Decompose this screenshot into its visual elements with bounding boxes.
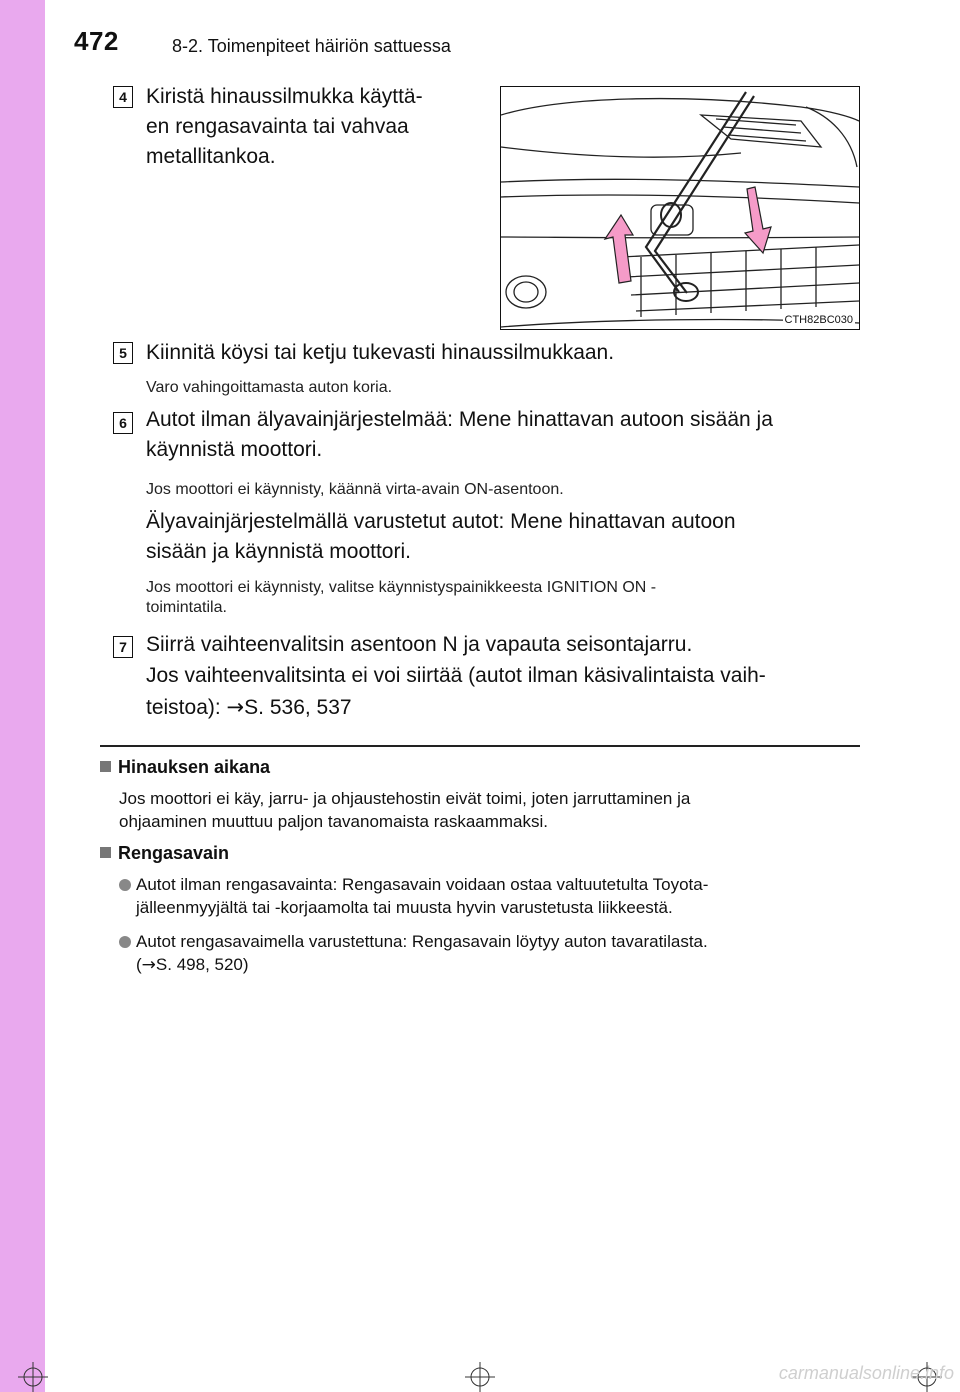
- step-6-smart-note-line-1: Jos moottori ei käynnisty, valitse käynnistyspainikkeesta IGNITION ON -: [146, 579, 657, 596]
- step-6-line-2: käynnistä moottori.: [146, 438, 323, 461]
- section-divider: [100, 745, 860, 747]
- round-bullet-icon: [119, 879, 131, 891]
- step-6-note: Jos moottori ei käynnisty, käännä virta-avain ON-asentoon.: [146, 481, 564, 498]
- step-4-line-2: en rengasavainta tai vahvaa: [146, 115, 409, 138]
- page-number: 472: [74, 26, 119, 56]
- wrench-bullet-2-line-1: Autot rengasavaimella varustettuna: Rengasavain löytyy auton tavaratilasta.: [136, 932, 708, 951]
- step-7-line-b: Jos vaihteenvalitsinta ei voi siirtää (autot ilman käsivalintaista vaih-: [146, 664, 766, 687]
- step-number-5: 5: [113, 342, 133, 364]
- wrench-heading: [100, 843, 229, 864]
- step-6-line-1: Autot ilman älyavainjärjestelmää: Mene hinattavan autoon sisään ja: [146, 408, 773, 431]
- wrench-bullet-2: [119, 930, 860, 977]
- towing-heading-text: Hinauksen aikana: [118, 757, 271, 777]
- step-7-line-c: [146, 692, 352, 723]
- wrench-bullet-1-line-2: jälleenmyyjältä tai -korjaamolta tai muusta hyvin varustetusta liikkeestä.: [136, 898, 673, 917]
- towing-heading: [100, 757, 270, 778]
- step-4-text: [146, 82, 474, 172]
- wrench-heading-text: Rengasavain: [118, 843, 230, 863]
- step-6-smart-note-line-2: toimintatila.: [146, 599, 227, 616]
- step-4-line-3: metallitankoa.: [146, 145, 276, 168]
- towing-body-line-2: ohjaaminen muuttuu paljon tavanomaista raskaammaksi.: [119, 812, 549, 831]
- arrow-right-icon: →: [141, 955, 156, 975]
- step-5-note: Varo vahingoittamasta auton koria.: [146, 379, 393, 396]
- step-number-6: 6: [113, 412, 133, 434]
- step-7-text: Siirrä vaihteenvalitsin asentoon N ja vapauta seisontajarru.: [146, 633, 693, 656]
- step-number-7: 7: [113, 636, 133, 658]
- tow-eye-illustration: [500, 86, 860, 330]
- towing-body: [119, 787, 860, 833]
- square-bullet-icon: [100, 847, 111, 858]
- car-front-wrench-drawing: [501, 87, 859, 329]
- step-7-page-ref: S. 536, 537: [244, 696, 352, 719]
- square-bullet-icon: [100, 761, 111, 772]
- watermark: carmanualsonline.info: [778, 1363, 954, 1383]
- step-6-smart-note: [146, 578, 854, 618]
- wrench-bullet-1: [119, 873, 860, 919]
- figure-code: CTH82BC030: [784, 314, 853, 326]
- step-4-line-1: Kiristä hinaussilmukka käyttä-: [146, 85, 423, 108]
- crop-mark-icon: [18, 1362, 48, 1392]
- round-bullet-icon: [119, 936, 131, 948]
- step-6-smart-line-2: sisään ja käynnistä moottori.: [146, 540, 411, 563]
- chapter-sidebar-tab: [0, 0, 45, 1392]
- section-title: 8-2. Toimenpiteet häiriön sattuessa: [172, 36, 451, 56]
- step-5-text: Kiinnitä köysi tai ketju tukevasti hinaussilmukkaan.: [146, 341, 615, 364]
- step-6-smart-key-text: [146, 507, 854, 567]
- step-7-ref-prefix: teistoa):: [146, 696, 227, 719]
- step-6-smart-line-1: Älyavainjärjestelmällä varustetut autot: Mene hinattavan autoon: [146, 510, 736, 533]
- crop-mark-icon: [465, 1362, 495, 1392]
- step-6-text: [146, 405, 773, 465]
- towing-body-line-1: Jos moottori ei käy, jarru- ja ohjaustehostin eivät toimi, joten jarruttaminen ja: [119, 789, 691, 808]
- arrow-right-icon: →: [226, 695, 245, 719]
- wrench-bullet-2-open: (: [136, 955, 142, 974]
- wrench-bullet-1-line-1: Autot ilman rengasavainta: Rengasavain voidaan ostaa valtuutetulta Toyota-: [136, 875, 709, 894]
- step-number-4: 4: [113, 86, 133, 108]
- wrench-bullet-2-page-ref: S. 498, 520): [155, 955, 249, 974]
